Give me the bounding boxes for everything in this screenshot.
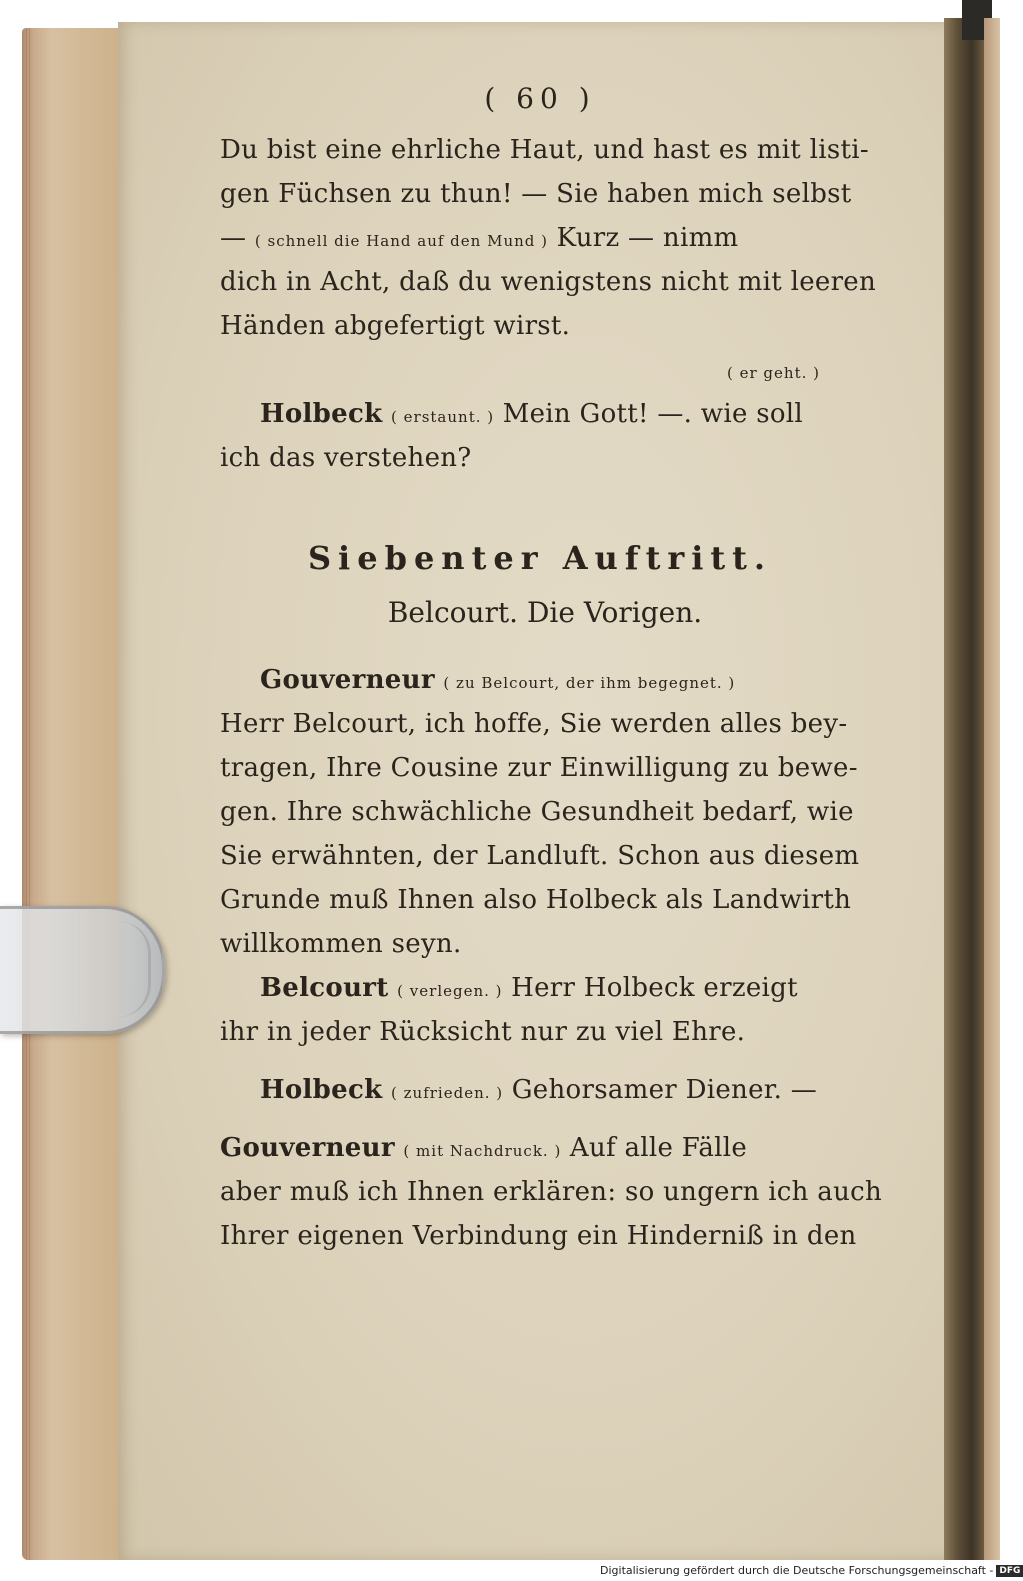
text-line [220, 878, 860, 922]
speaker-name: Holbeck [260, 1075, 383, 1105]
book-gutter [944, 18, 984, 1563]
stage-direction: ( zufrieden. ) [391, 1084, 504, 1102]
speech-text: Grunde muß Ihnen also Holbeck als Landwirth [220, 885, 852, 915]
text-line [220, 436, 860, 480]
clip-rim [118, 921, 151, 1017]
stage-exit [220, 348, 860, 392]
speech-text: willkommen seyn. [220, 929, 462, 959]
text-line [220, 216, 860, 260]
text-span: dich in Acht, daß du wenigstens nicht mit leeren [220, 267, 877, 297]
speaker-name: Gouverneur [220, 1133, 395, 1163]
scene-persons: Belcourt. Die Vorigen. [387, 596, 703, 629]
text-line [220, 746, 860, 790]
text-line [220, 790, 860, 834]
page-text [220, 70, 883, 1258]
credit-text: Digitalisierung gefördert durch die Deutsche Forschungsgemeinschaft - [600, 1564, 994, 1577]
speech-text: Herr Belcourt, ich hoffe, Sie werden alles bey- [220, 709, 848, 739]
text-span: gen Füchsen zu thun! — Sie haben mich selbst [220, 179, 852, 209]
speaker-name: Gouverneur [260, 665, 435, 695]
book-page-edges [22, 28, 122, 1560]
stage-direction: ( er geht. ) [727, 364, 820, 382]
page-number: ( 60 ) [484, 82, 596, 115]
stage-direction: ( zu Belcourt, der ihm begegnet. ) [443, 674, 736, 692]
text-line [220, 1170, 883, 1214]
speech-text: aber muß ich Ihnen erklären: so ungern ich auch [220, 1177, 883, 1207]
speech-text: ihr in jeder Rücksicht nur zu viel Ehre. [220, 1017, 746, 1047]
text-line [220, 304, 860, 348]
speech-belcourt [220, 966, 860, 1010]
speech-text: Mein Gott! —. wie soll [502, 399, 804, 429]
speech-text: gen. Ihre schwächliche Gesundheit bedarf, wie [220, 797, 854, 827]
book-cover-edge [984, 18, 1000, 1563]
text-line [220, 834, 860, 878]
speaker-name: Holbeck [260, 399, 383, 429]
speech-text: Sie erwähnten, der Landluft. Schon aus diesem [220, 841, 860, 871]
speaker-name: Belcourt [260, 973, 389, 1003]
stage-direction: ( mit Nachdruck. ) [403, 1142, 562, 1160]
speech-gouverneur [220, 658, 860, 702]
text-line [220, 260, 877, 304]
text-line [220, 172, 860, 216]
text-line [220, 702, 860, 746]
text-span: Händen abgefertigt wirst. [220, 311, 571, 341]
text-span: Kurz — nimm [548, 223, 739, 253]
speech-text: Ihrer eigenen Verbindung ein Hinderniß in den [220, 1221, 857, 1251]
text-line [220, 922, 860, 966]
text-line [220, 1214, 860, 1258]
text-line [220, 1010, 860, 1054]
stage-direction: ( verlegen. ) [397, 982, 503, 1000]
text-line [220, 128, 869, 172]
speech-holbeck [220, 1068, 860, 1112]
text-span: Du bist eine ehrliche Haut, und hast es mit listi- [220, 135, 869, 165]
stage-direction: ( schnell die Hand auf den Mund ) [254, 232, 548, 250]
speech-text: Herr Holbeck erzeigt [511, 973, 798, 1003]
speech-text: Auf alle Fälle [569, 1133, 748, 1163]
page-holder-clip [0, 906, 165, 1034]
digitization-credit [600, 1560, 1021, 1581]
speech-gouverneur [220, 1126, 860, 1170]
text-span: — [220, 223, 255, 253]
speech-text: Gehorsamer Diener. — [511, 1075, 818, 1105]
speech-holbeck [220, 392, 860, 436]
scene-title: Siebenter Auftritt. [307, 539, 773, 577]
dfg-logo: DFG [996, 1565, 1023, 1577]
speech-text: ich das verstehen? [220, 443, 472, 473]
speech-text: tragen, Ihre Cousine zur Einwilligung zu bewe- [220, 753, 858, 783]
stage-direction: ( erstaunt. ) [391, 408, 495, 426]
